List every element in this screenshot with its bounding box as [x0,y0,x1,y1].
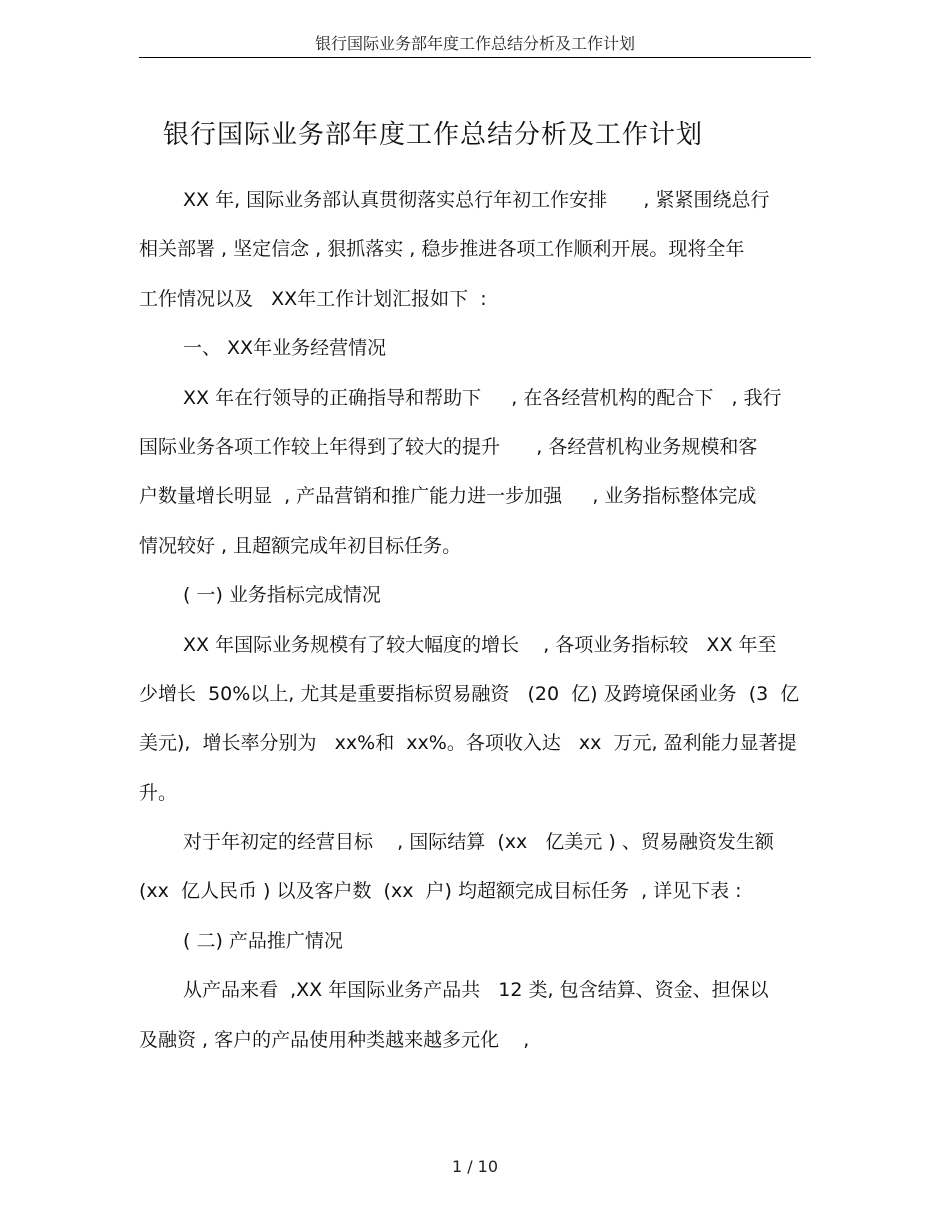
document-title: 银行国际业务部年度工作总结分析及工作计划 [163,120,704,150]
body-line: 对于年初定的经营目标 , 国际结算 (xx 亿美元 ) 、贸易融资发生额 [183,831,774,854]
body-line: 少增长 50%以上, 尤其是重要指标贸易融资 (20 亿) 及跨境保函业务 (3 亿 [139,682,800,705]
body-line: 工作情况以及 XX年工作计划汇报如下 : [139,287,487,310]
subsection-heading: ( 一) 业务指标完成情况 [183,584,381,607]
document-body [139,176,811,1065]
body-line: 情况较好 , 且超额完成年初目标任务。 [139,534,462,557]
page-number: 1 / 10 [451,1157,499,1176]
body-line: XX 年国际业务规模有了较大幅度的增长 , 各项业务指标较 XX 年至 [183,633,777,656]
body-line: 户数量增长明显 , 产品营销和推广能力进一步加强 , 业务指标整体完成 [139,485,757,508]
body-line: 国际业务各项工作较上年得到了较大的提升 , 各经营机构业务规模和客 [139,435,758,458]
header-divider [139,57,811,58]
section-heading: 一、 XX年业务经营情况 [183,337,387,360]
body-line: 升。 [139,781,178,804]
body-line: XX 年, 国际业务部认真贯彻落实总行年初工作安排 , 紧紧围绕总行 [183,189,770,211]
running-header: 银行国际业务部年度工作总结分析及工作计划 [314,34,635,53]
body-line: (xx 亿人民币 ) 以及客户数 (xx 户) 均超额完成目标任务 , 详见下表 : [139,880,742,903]
body-line: 从产品来看 ,XX 年国际业务产品共 12 类, 包含结算、资金、担保以 [183,979,769,1002]
body-line: 相关部署 , 坚定信念 , 狠抓落实 , 稳步推进各项工作顺利开展。现将全年 [139,238,745,261]
subsection-heading: ( 二) 产品推广情况 [183,929,343,952]
body-line: 及融资 , 客户的产品使用种类越来越多元化 , [139,1028,530,1051]
body-line: 美元), 增长率分别为 xx%和 xx%。各项收入达 xx 万元, 盈利能力显著提 [139,732,797,755]
body-line: XX 年在行领导的正确指导和帮助下 , 在各经营机构的配合下 , 我行 [183,386,782,409]
